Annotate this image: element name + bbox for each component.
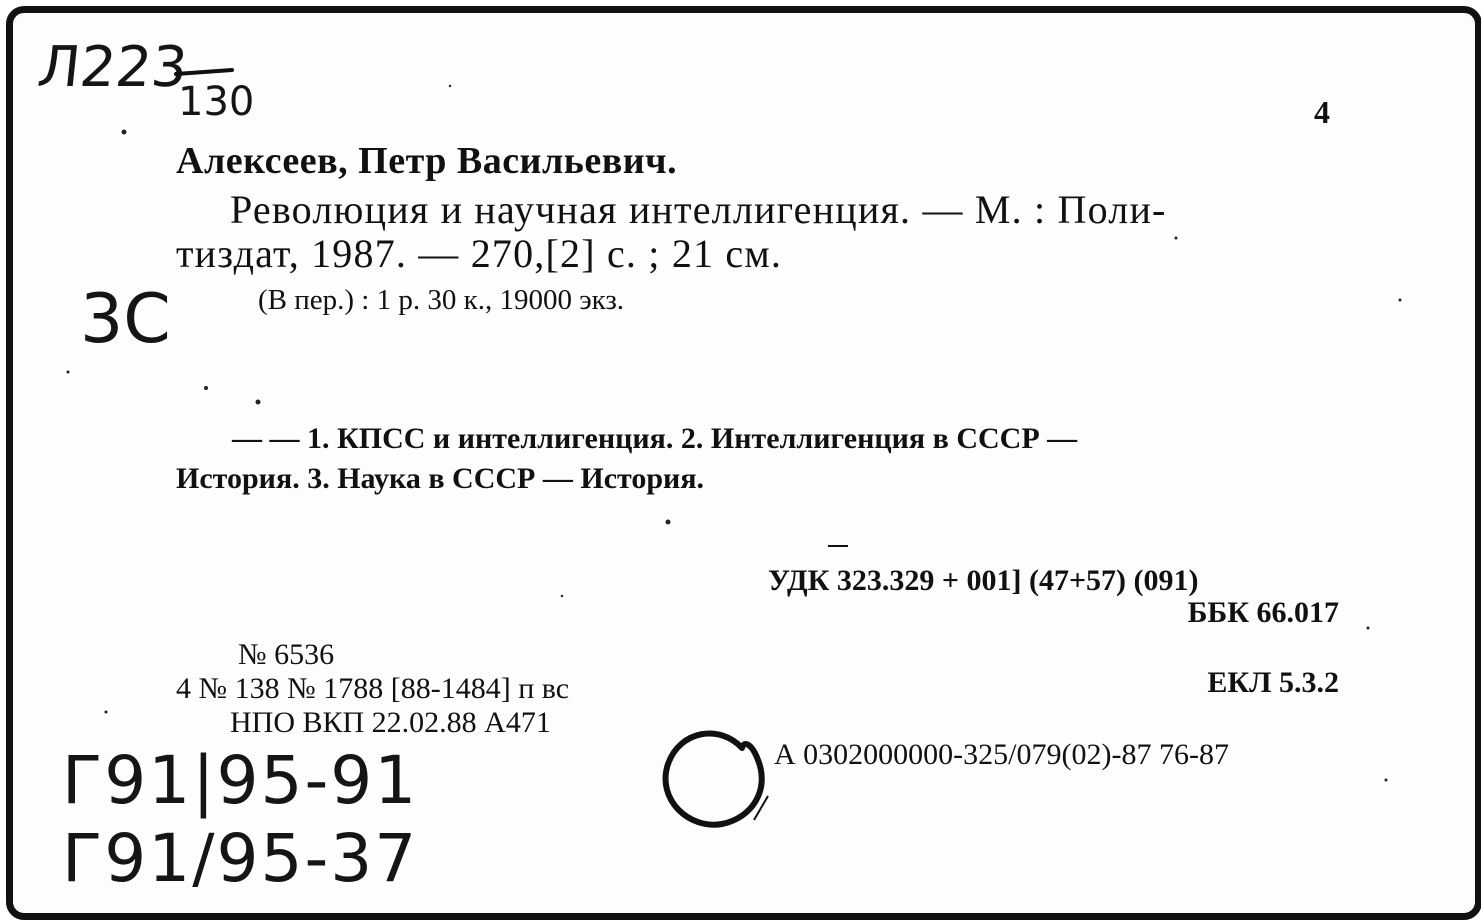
shelfmark-main: Л223 <box>34 35 191 100</box>
order-number: № 6536 <box>238 638 335 671</box>
inventory-number-1: Г91|95-91 <box>62 742 419 819</box>
bbk-code: ББК 66.017 <box>1187 596 1339 629</box>
side-mark: 3С <box>80 280 171 359</box>
subjects-line-2: История. 3. Наука в СССР — История. <box>176 462 705 495</box>
shelfmark-sub: 130 <box>178 79 255 125</box>
card-number: 4 <box>1314 94 1330 130</box>
print-info: 4 № 138 № 1788 [88-1484] п вс <box>176 672 570 705</box>
title-line-2: тиздат, 1987. — 270,[2] с. ; 21 см. <box>176 231 783 276</box>
inventory-number-2: Г91/95-37 <box>62 820 419 897</box>
ekl-code: ЕКЛ 5.3.2 <box>1207 666 1339 699</box>
npo-line: НПО ВКП 22.02.88 А471 <box>230 706 551 739</box>
subjects-line-1: — — 1. КПСС и интеллигенция. 2. Интеллигенция в СССР — <box>232 422 1078 455</box>
edition-code: А 0302000000-325/079(02)-87 76-87 <box>774 738 1229 771</box>
price-line: (В пер.) : 1 р. 30 к., 19000 экз. <box>258 284 625 316</box>
udk-code: УДК 323.329 + 001] (47+57) (091) <box>768 564 1199 597</box>
author-heading: Алексеев, Петр Васильевич. <box>176 140 678 182</box>
title-line-1: Революция и научная интеллигенция. — М. : Поли- <box>230 187 1167 232</box>
